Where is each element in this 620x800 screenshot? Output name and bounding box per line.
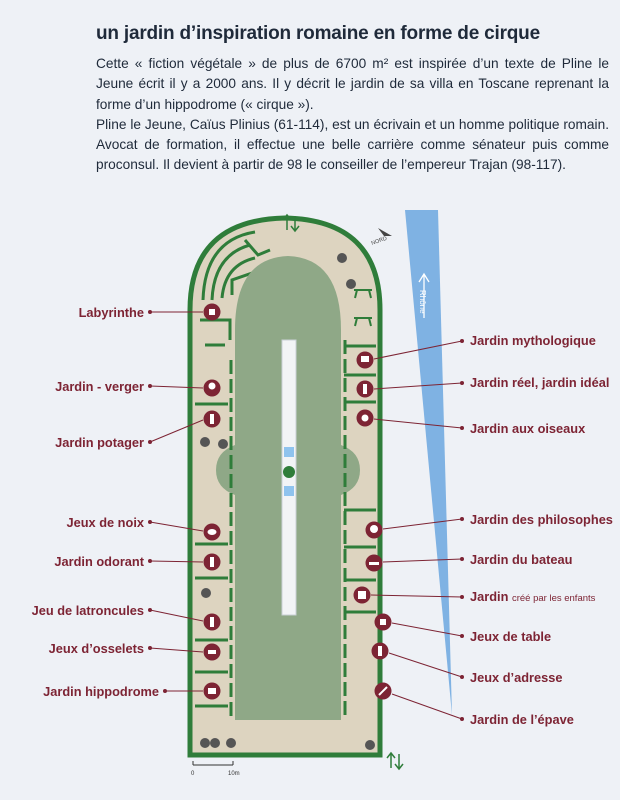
label-jardin-bateau: Jardin du bateau bbox=[470, 552, 573, 567]
label-jardin-oiseaux: Jardin aux oiseaux bbox=[470, 421, 586, 436]
scale-bar bbox=[193, 761, 233, 765]
label-jeux-de-table: Jeux de table bbox=[470, 629, 552, 644]
label-jardin-verger: Jardin - verger bbox=[55, 379, 144, 394]
intro-paragraph-2: Pline le Jeune, Caïus Plinius (61-114), est un écrivain et un homme politique romain. Avocat de formation, il effectue une belle carrière comme sénateur puis comme proconsul. Il devient à partir de 98 le conseiller de l’empereur Trajan (98-117). bbox=[96, 116, 609, 173]
river-rhone bbox=[405, 210, 452, 715]
label-jardin-potager: Jardin potager bbox=[55, 435, 144, 450]
toilets-icon bbox=[200, 437, 210, 447]
toilets-icon bbox=[210, 738, 220, 748]
trash-icon bbox=[365, 740, 375, 750]
central-fountain bbox=[283, 466, 295, 478]
label-jardin-odorant: Jardin odorant bbox=[54, 554, 144, 569]
label-jardin-epave: Jardin de l’épave bbox=[470, 712, 574, 727]
trash-icon bbox=[226, 738, 236, 748]
trash-icon bbox=[218, 439, 228, 449]
river-label: Rhône bbox=[418, 290, 427, 314]
basin-bottom bbox=[284, 486, 294, 496]
trash-icon bbox=[337, 253, 347, 263]
marker-odorant bbox=[148, 554, 221, 571]
marker-table bbox=[375, 614, 465, 639]
intro-paragraph-1: Cette « fiction végétale » de plus de 6700 m² est inspirée d’un texte de Pline le Jeune écrit il y a 2000 ans. Il y décrit le jardin de sa villa en Toscane reprenant la forme d’un hippodrome (« cirque »). bbox=[96, 56, 609, 112]
north-label: NORD bbox=[370, 235, 388, 247]
label-jardin-enfants-suffix: créé par les enfants bbox=[511, 593, 596, 604]
label-jeux-de-noix: Jeux de noix bbox=[66, 515, 144, 530]
trash-icon bbox=[201, 588, 211, 598]
label-jardin-reel-ideal: Jardin réel, jardin idéal bbox=[470, 375, 610, 390]
label-labyrinthe: Labyrinthe bbox=[78, 305, 144, 320]
label-jardin-mythologique: Jardin mythologique bbox=[470, 333, 596, 348]
basin-top bbox=[284, 447, 294, 457]
label-jardin-hippodrome: Jardin hippodrome bbox=[43, 684, 159, 699]
entrance-arrow-bottom bbox=[387, 753, 403, 769]
scale-start: 0 bbox=[191, 771, 195, 777]
label-jeux-adresse: Jeux d’adresse bbox=[470, 670, 563, 685]
scale-end: 10m bbox=[228, 771, 240, 777]
label-jardin-enfants-main: Jardin bbox=[470, 589, 509, 604]
label-latroncules: Jeu de latroncules bbox=[31, 603, 144, 618]
toilets-icon bbox=[200, 738, 210, 748]
wheelchair-icon bbox=[346, 279, 356, 289]
north-arrow-icon bbox=[378, 228, 392, 236]
page-title: un jardin d’inspiration romaine en forme de cirque bbox=[96, 23, 540, 44]
label-jardin-philosophes: Jardin des philosophes bbox=[470, 512, 613, 527]
label-jardin-enfants bbox=[470, 589, 595, 606]
label-osselets: Jeux d’osselets bbox=[48, 641, 144, 656]
